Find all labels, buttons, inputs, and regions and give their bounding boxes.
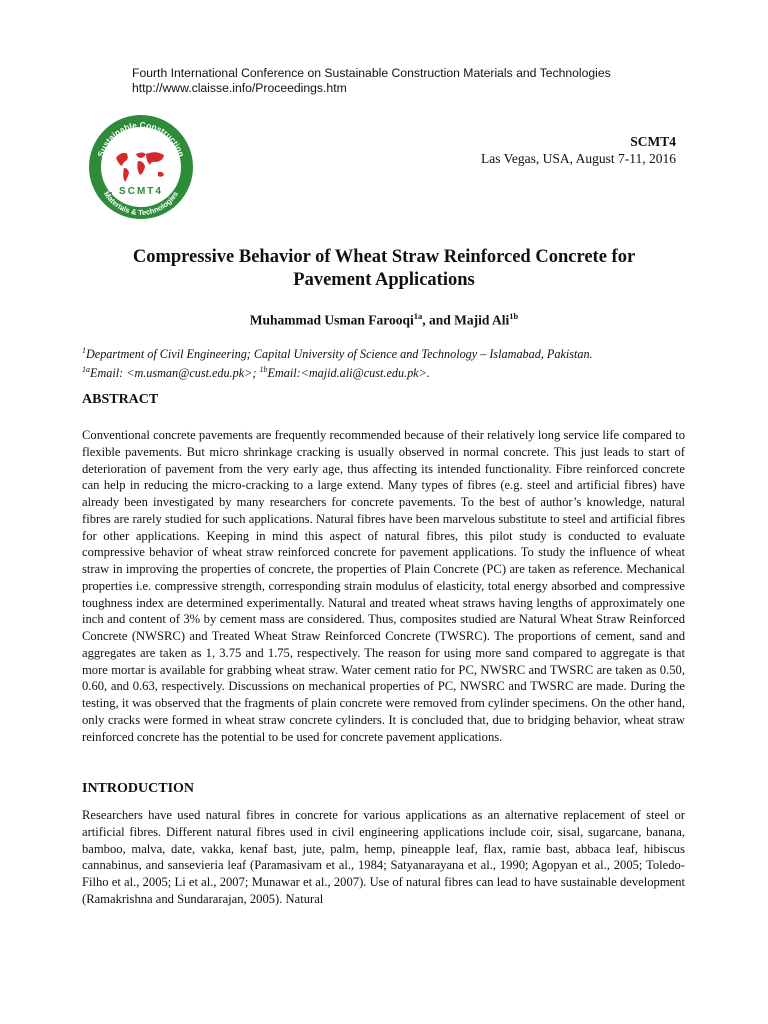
- affiliation-sup: 1: [82, 346, 86, 355]
- author-1-sup: 1a: [413, 311, 423, 321]
- event-block: [481, 133, 676, 167]
- conference-header: [132, 66, 611, 96]
- conference-url: http://www.claisse.info/Proceedings.htm: [132, 81, 347, 95]
- email-1-sup: 1a: [82, 365, 90, 375]
- email-1: Email: <m.usman@cust.edu.pk>;: [90, 366, 260, 381]
- author-2-sup: 1b: [509, 311, 519, 321]
- paper-title: [60, 246, 708, 292]
- author-list: [0, 311, 768, 329]
- logo-letters: SCMT4: [119, 186, 163, 197]
- title-line-1: Compressive Behavior of Wheat Straw Reinforced Concrete for: [132, 247, 636, 267]
- introduction-text: Researchers have used natural fibres in concrete for various applications as an alternative replacement of steel or artificial fibres. Different natural fibres used in civil engineering applications include coir, sisal, sugarcane, banana, bamboo, malva, date, vakka, kenaf bast, jute, palm, hemp, pineapple leaf, flax, ramie bast, abbaca leaf, hibiscus cannabinus, and sansevieria leaf (Paramasivam et al., 1984; Satyanarayana et al., 1990; Agopyan et al., 2005; Toledo-Filho et al., 2005; Li et al., 2007; Munawar et al., 2007). Use of natural fibres can lead to have sustainable development (Ramakrishna and Sundararajan, 2005). Natural: [82, 808, 685, 906]
- abstract-heading: ABSTRACT: [82, 392, 159, 407]
- affiliation-line: [82, 343, 692, 362]
- conference-name: Fourth International Conference on Sustainable Construction Materials and Technologies: [132, 66, 611, 80]
- logo-arc-top: Sustainable Construction: [95, 119, 187, 159]
- introduction-heading: INTRODUCTION: [82, 781, 195, 796]
- scmt4-logo: [88, 114, 194, 220]
- abstract-text: Conventional concrete pavements are frequently recommended because of their relatively long service life compared to flexible pavements. But micro shrinkage cracking is usually observed in normal concrete. This just leads to start of deterioration of pavement from the very early age, thus affecting its intended functionality. Fibre reinforced concrete can help in reducing the micro-cracking to a large extend. Many types of fibres (e.g. steel and artificial fibres) have already been investigated by many researchers for concrete pavements. To the best of author’s knowledge, natural fibres are rarely studied for such applications. Natural fibres have been marvelous substitute to steel and artificial fibres for other applications. Keeping in mind this aspect of natural fibres, this pilot study is conducted to evaluate compressive behavior of wheat straw reinforced concrete for pavement applications. To study the influence of wheat straw in improving the properties of concrete, the properties of Plain Concrete (PC) are taken as reference. Mechanical properties i.e. compressive strength, corresponding strain modulus of elasticity, total energy absorbed and compressive toughness index are determined experimentally. Natural and treated wheat straws having lengths of approximately one inch and content of 3% by cement mass are considered. Thus, composites studied are Natural Wheat Straw Reinforced Concrete (NWSRC) and Treated Wheat Straw Reinforced Concrete (TWSRC). The proportions of cement, sand and aggregates are taken as 1, 3.75 and 1.75, respectively. The reason for using more sand compared to aggregate is that more mortar is available for grabbing wheat straw. Water cement ratio for PC, NWSRC and TWSRC are taken as 0.50, 0.60, and 0.63, respectively. Discussions on mechanical properties of PC, NWSRC and TWSRC are made. During the testing, it was observed that the fragments of plain concrete were removed from cylinder specimens. On the other hand, only cracks were formed in wheat straw concrete cylinders. It is concluded that, due to bridging behavior, wheat straw reinforced concrete has the potential to be used for concrete pavement applications.: [82, 428, 685, 744]
- email-2: Email:<majid.ali@cust.edu.pk>.: [267, 366, 430, 381]
- author-separator: , and: [422, 312, 455, 328]
- world-map-icon: [116, 152, 164, 182]
- affiliation-text: Department of Civil Engineering; Capital University of Science and Technology – Islamabad, Pakistan.: [86, 347, 593, 362]
- title-line-2: Pavement Applications: [293, 270, 475, 290]
- email-line: [82, 362, 692, 381]
- author-1: Muhammad Usman Farooqi: [249, 312, 414, 328]
- logo-arc-bottom: Materials & Technologies: [101, 189, 180, 218]
- email-2-sup: 1b: [259, 365, 268, 375]
- event-name: SCMT4: [630, 134, 676, 149]
- affiliation-block: [82, 343, 692, 381]
- event-place-date: Las Vegas, USA, August 7-11, 2016: [481, 151, 676, 166]
- author-2: Majid Ali: [454, 312, 510, 328]
